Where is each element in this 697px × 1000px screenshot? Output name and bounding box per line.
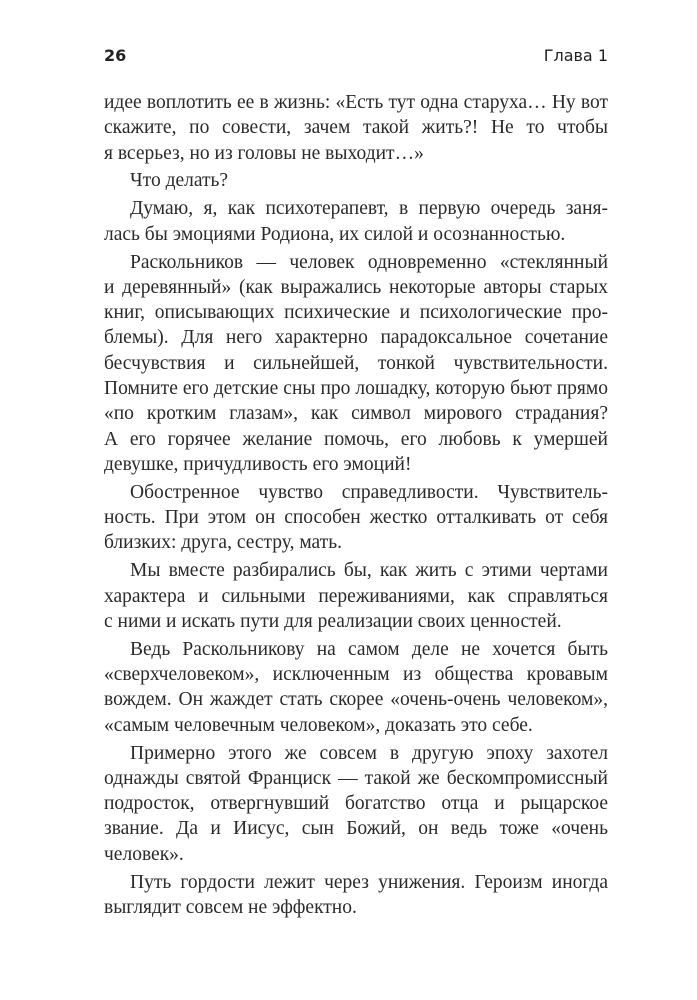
page-number: 26 — [104, 46, 127, 65]
text-line: и деревянный» (как выражались некоторые авторы старых — [104, 276, 608, 298]
text-line: звание. Да и Иисус, сын Божий, он ведь тоже «очень — [104, 818, 608, 840]
text-line: Обостренное чувство справедливости. Чувствитель- — [130, 481, 608, 503]
text-line: «сверхчеловеком», исключенным из общества кровавым — [104, 664, 608, 686]
paragraph — [104, 870, 608, 921]
text-line: ность. При этом он способен жестко отталкивать от себя — [104, 507, 608, 529]
text-line: Раскольников — человек одновременно «стеклянный — [130, 251, 608, 273]
text-line: характера и сильными переживаниями, как справляться — [104, 585, 608, 607]
text-line: «самым человечным человеком», доказать это себе. — [104, 714, 533, 736]
text-line: книг, описывающих психические и психологические про- — [104, 302, 608, 324]
text-line: Думаю, я, как психотерапевт, в первую очередь заня- — [130, 198, 608, 220]
text-line: подросток, отвергнувший богатство отца и рыцарское — [104, 793, 608, 815]
text-line: скажите, по совести, зачем такой жить?! Не то чтобы — [104, 117, 608, 139]
body-text — [104, 90, 608, 920]
text-line: Ведь Раскольникову на самом деле не хочется быть — [130, 638, 608, 660]
text-line: с ними и искать пути для реализации своих ценностей. — [104, 610, 562, 632]
paragraph — [104, 168, 608, 193]
text-line: человек». — [104, 843, 184, 865]
text-line: Путь гордости лежит через унижения. Героизм иногда — [130, 871, 608, 893]
text-line: вождем. Он жаждет стать скорее «очень-очень человеком», — [104, 689, 608, 711]
text-line: блемы). Для него характерно парадоксальное сочетание — [104, 327, 608, 349]
paragraph — [104, 741, 608, 867]
paragraph — [104, 558, 608, 634]
paragraph — [104, 637, 608, 738]
text-line: Помните его детские сны про лошадку, которую бьют прямо — [104, 378, 608, 400]
paragraph — [104, 196, 608, 247]
text-line: однажды святой Франциск — такой же бескомпромиссный — [104, 767, 608, 789]
text-line: «по кротким глазам», как символ мирового страдания? — [104, 403, 608, 425]
text-line: бесчувствия и сильнейшей, тонкой чувствительности. — [104, 352, 608, 374]
text-line: я всерьез, но из головы не выходит…» — [104, 142, 424, 164]
paragraph — [104, 90, 608, 166]
text-line: А его горячее желание помочь, его любовь к умершей — [104, 428, 608, 450]
text-line: близких: друга, сестру, мать. — [104, 532, 342, 554]
text-line: девушке, причудливость его эмоций! — [104, 453, 412, 475]
text-line: Примерно этого же совсем в другую эпоху захотел — [130, 742, 608, 764]
text-line: Мы вместе разбирались бы, как жить с этими чертами — [130, 560, 608, 582]
text-line: Что делать? — [130, 170, 229, 192]
text-line: выглядит совсем не эффектно. — [104, 896, 357, 918]
paragraph — [104, 480, 608, 556]
text-line: идее воплотить ее в жизнь: «Есть тут одна старуха… Ну вот — [104, 92, 608, 113]
paragraph — [104, 250, 608, 478]
text-line: лась бы эмоциями Родиона, их силой и осознанностью. — [104, 223, 566, 245]
running-header-chapter: Глава 1 — [543, 46, 608, 65]
